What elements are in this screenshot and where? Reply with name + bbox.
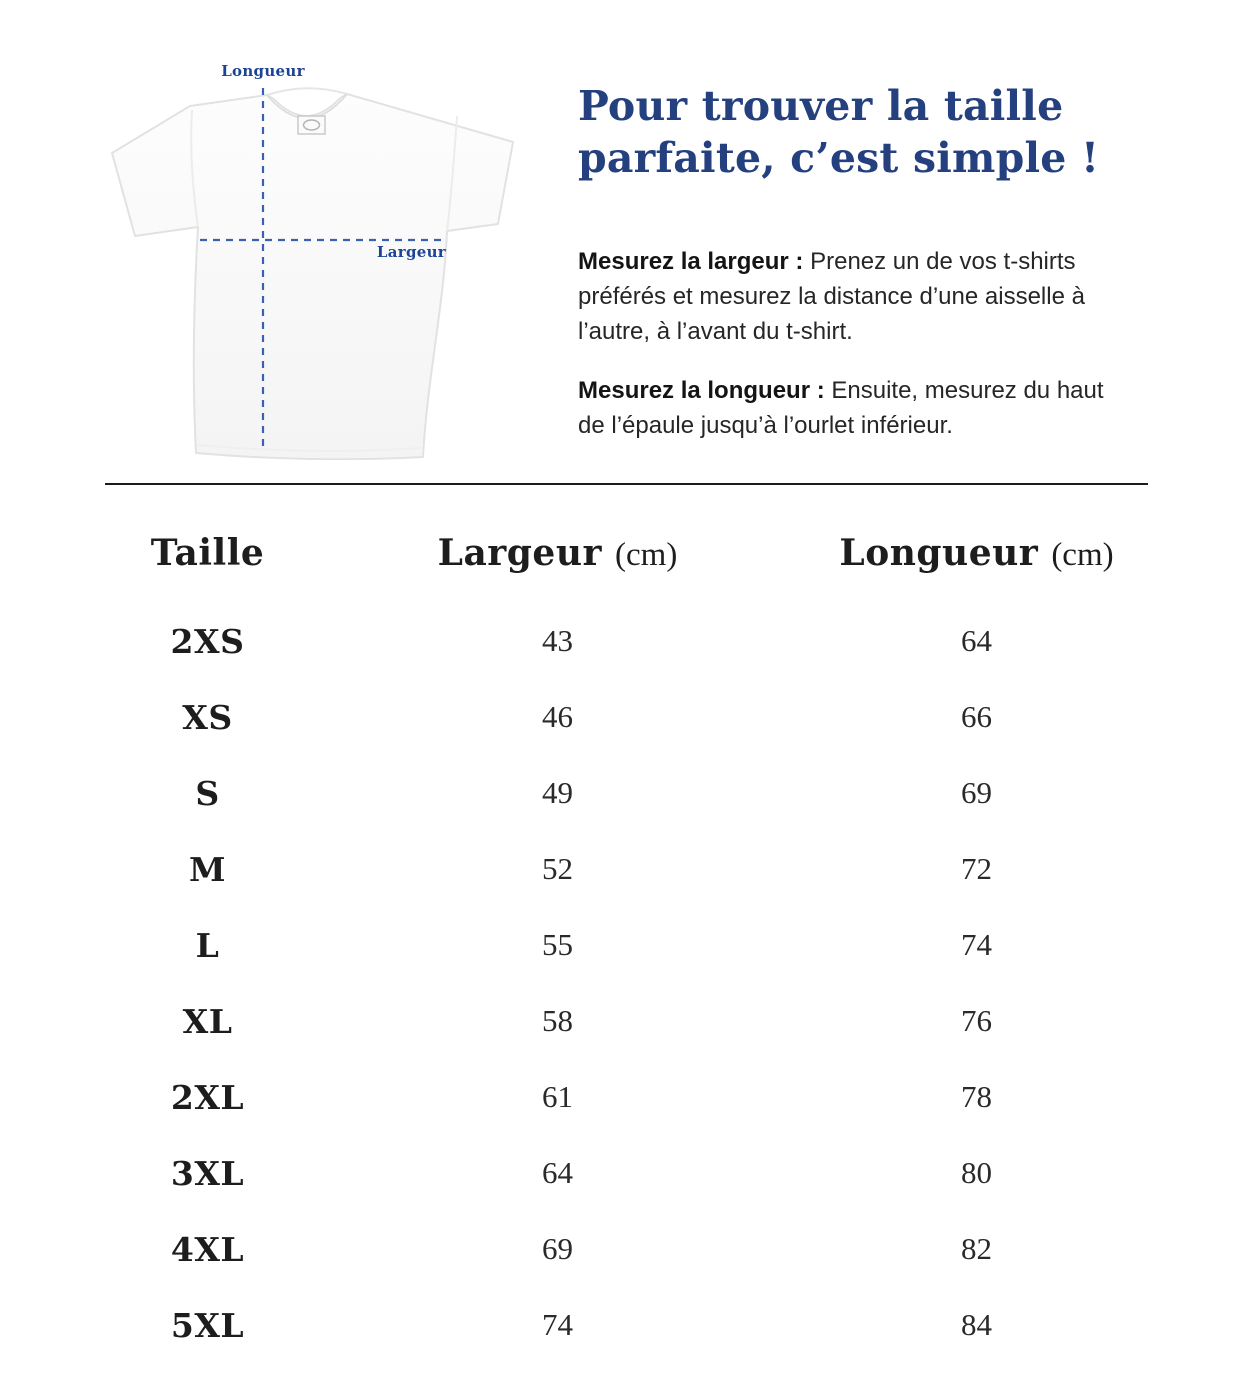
width-value: 58: [542, 1003, 573, 1038]
measure-length-lead: Mesurez la longueur :: [578, 377, 825, 404]
width-value: 64: [542, 1155, 573, 1190]
size-label: 5XL: [170, 1305, 245, 1345]
header-size: Taille: [150, 532, 265, 574]
length-value: 82: [961, 1231, 992, 1266]
size-diagram: [0, 0, 578, 484]
length-value: 69: [961, 775, 992, 810]
width-value: 46: [542, 699, 573, 734]
size-table-header: [105, 485, 1148, 603]
header-width-unit: (cm): [615, 537, 678, 573]
table-row: [105, 983, 1148, 1059]
table-row: [105, 1059, 1148, 1135]
table-row: [105, 1287, 1148, 1363]
length-value: 66: [961, 699, 992, 734]
page-title-line-2: parfaite, c’est simple !: [578, 134, 1100, 182]
length-measure-label: Longueur: [221, 62, 305, 80]
header-length: Longueur (cm): [839, 532, 1114, 574]
width-value: 69: [542, 1231, 573, 1266]
width-measure-label: Largeur: [376, 243, 446, 261]
size-label: S: [195, 773, 220, 813]
width-value: 74: [542, 1307, 573, 1342]
width-value: 49: [542, 775, 573, 810]
width-value: 55: [542, 927, 573, 962]
length-value: 76: [961, 1003, 992, 1038]
width-value: 43: [542, 623, 573, 658]
measure-width-instruction: [578, 244, 1126, 349]
size-label: 4XL: [170, 1229, 245, 1269]
intro-copy: [578, 80, 1126, 443]
page-title: [578, 80, 1126, 184]
width-value: 61: [542, 1079, 573, 1114]
size-label: XS: [182, 697, 233, 737]
length-value: 74: [961, 927, 992, 962]
table-row: [105, 755, 1148, 831]
measure-length-text: Ensuite, mesurez du haut de l’épaule jusqu’à l’ourlet inférieur.: [578, 377, 1104, 439]
size-label: M: [188, 849, 227, 889]
length-value: 78: [961, 1079, 992, 1114]
length-value: 64: [961, 623, 992, 658]
size-label: L: [195, 925, 220, 965]
size-label: 2XS: [170, 621, 245, 661]
tshirt-diagram-image: [106, 85, 516, 460]
length-value: 72: [961, 851, 992, 886]
size-label: 2XL: [170, 1077, 245, 1117]
measure-width-text: Prenez un de vos t-shirts préférés et mesurez la distance d’une aisselle à l’autre, à l’avant du t-shirt.: [578, 248, 1085, 345]
size-label: XL: [182, 1001, 233, 1041]
table-row: [105, 603, 1148, 679]
table-row: [105, 831, 1148, 907]
header-width: Largeur (cm): [437, 532, 678, 574]
size-table: [105, 485, 1148, 1363]
header-length-unit: (cm): [1051, 537, 1114, 573]
table-row: [105, 1135, 1148, 1211]
size-label: 3XL: [170, 1153, 245, 1193]
length-value: 80: [961, 1155, 992, 1190]
table-row: [105, 1211, 1148, 1287]
length-value: 84: [961, 1307, 992, 1342]
measure-width-lead: Mesurez la largeur :: [578, 248, 804, 275]
table-row: [105, 907, 1148, 983]
width-value: 52: [542, 851, 573, 886]
page-title-line-1: Pour trouver la taille: [578, 82, 1064, 130]
measure-length-instruction: [578, 373, 1126, 443]
table-row: [105, 679, 1148, 755]
